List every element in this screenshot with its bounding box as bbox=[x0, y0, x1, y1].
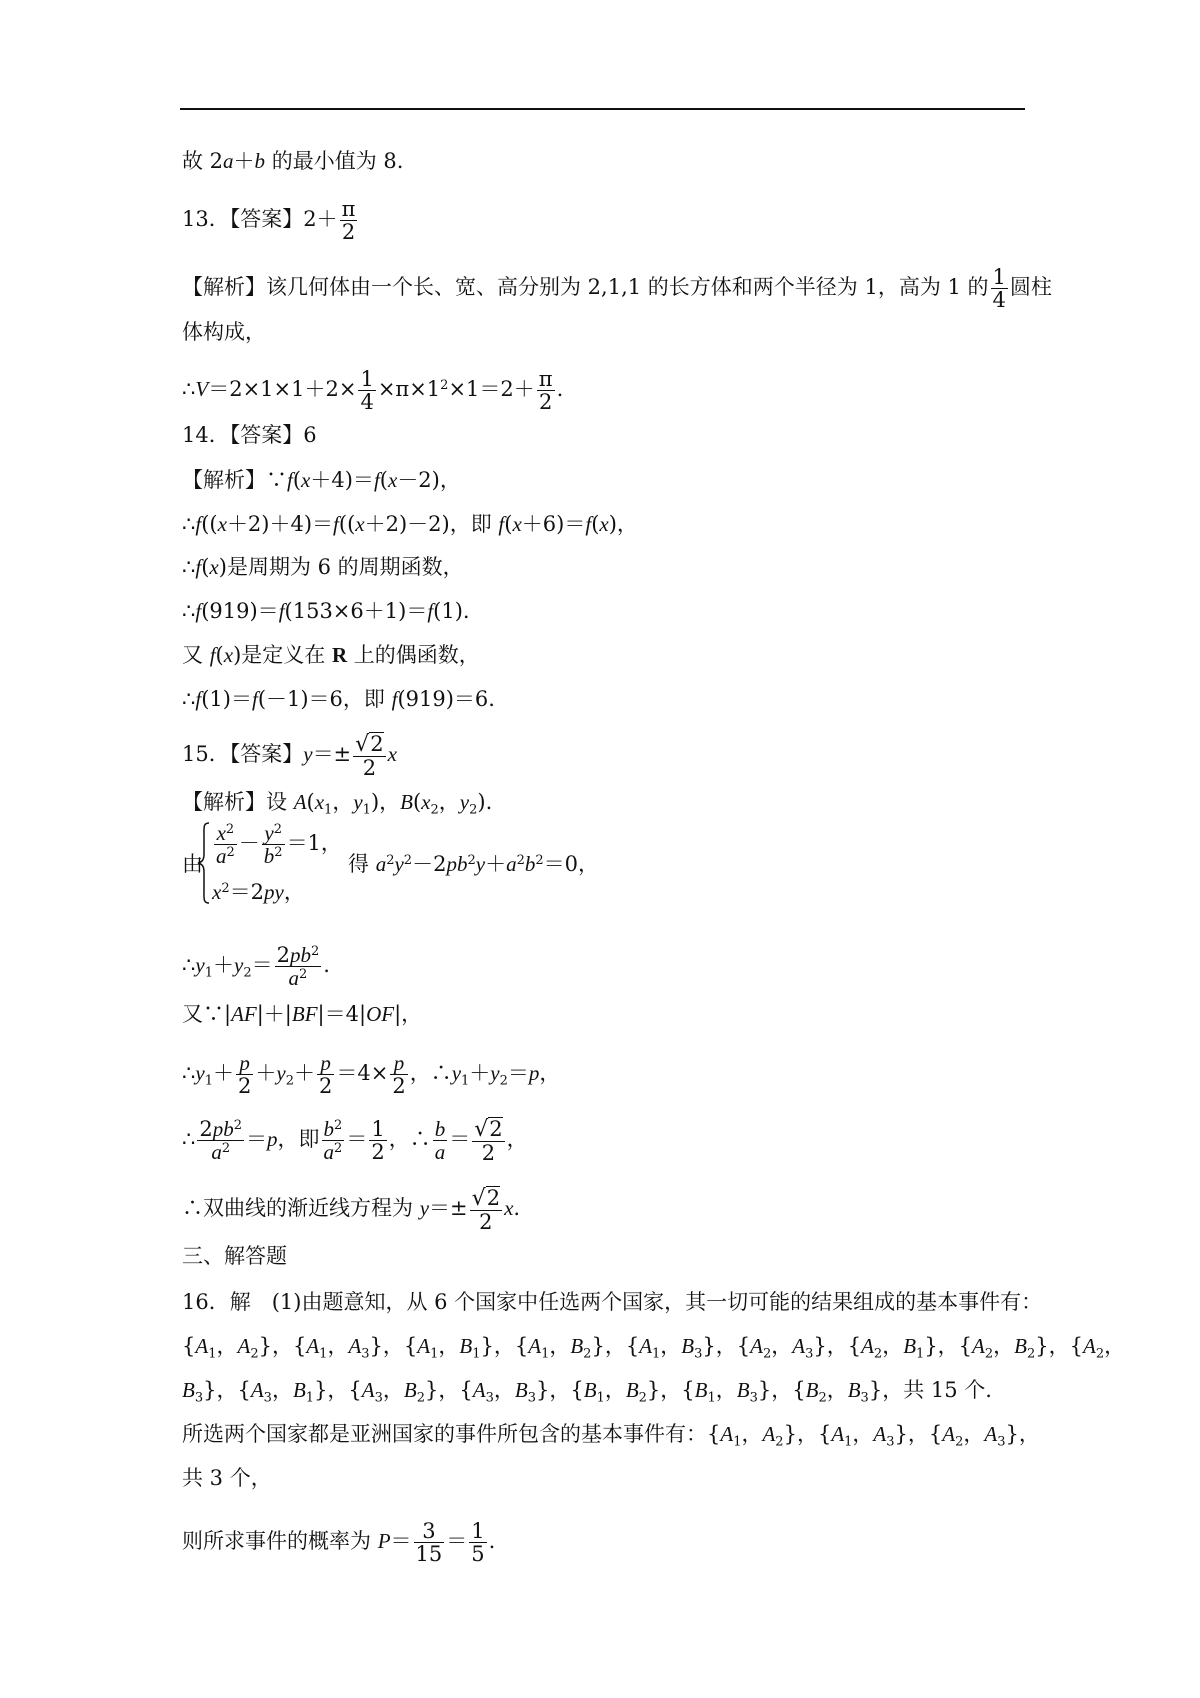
q15-answer: 15．【答案】y＝± $\frac{√2}{2}$ x bbox=[182, 732, 397, 781]
q15-sum: $\therefore y_1+y_2=$ $\frac{2pb^2}{a^2}$ . bbox=[182, 943, 330, 991]
q16-line5: 共 3 个， bbox=[182, 1466, 272, 1490]
section-3-title: 三、解答题 bbox=[182, 1244, 287, 1268]
q16-line2: {$A_1$，$A_2$}，{$A_1$，$A_3$}，{$A_1$，$B_1$}，{$A_1$，$B_2$}，{$A_1$，$B_3$}，{$A_2$，$A_3$}，{$A_2$，$B_1$}，{$A_2$，$B_2$}，{$A_2$， bbox=[182, 1334, 1126, 1362]
q16-line4: 所选两个国家都是亚洲国家的事件所包含的基本事件有：{$A_1$，$A_2$}，{$A_1$，$A_3$}，{$A_2$，$A_3$}， bbox=[182, 1422, 1040, 1450]
q14-line6: ∴f(1)＝f(－1)＝6，即 f(919)＝6. bbox=[182, 687, 495, 711]
q14-line1: 【解析】∵f(x＋4)＝f(x－2)， bbox=[182, 468, 461, 492]
q15-af: 又∵|AF|＋|BF|＝4|OF|， bbox=[182, 1002, 423, 1026]
q15-line1: 【解析】设 $A(x_1$，$y_1$)，$B(x_2$，$y_2$). bbox=[182, 790, 493, 818]
fraction-pi-over-2: $\frac{\pi}{2}$ bbox=[341, 197, 356, 245]
q13-answer: 13．【答案】2＋ $\frac{\pi}{2}$ bbox=[182, 197, 356, 245]
q16-line3: $B_3$}，{$A_3$，$B_1$}，{$A_3$，$B_2$}，{$A_3$，$B_3$}，{$B_1$，$B_2$}，{$B_1$，$B_3$}，{$B_2$，$B_3$}，共 15 个. bbox=[182, 1378, 992, 1406]
system-brace bbox=[197, 822, 211, 904]
fraction-sqrt2-over-2: $\frac{√2}{2}$ bbox=[355, 732, 384, 781]
q14-line3: ∴f(x)是周期为 6 的周期函数， bbox=[182, 555, 464, 579]
q13-explanation-cont: 体构成， bbox=[182, 320, 266, 344]
q16-probability: 则所求事件的概率为 P＝ $\frac{3}{15}$ ＝ $\frac{1}{5}$ . bbox=[182, 1519, 496, 1567]
q14-answer: 14．【答案】6 bbox=[182, 423, 317, 447]
q14-line5: 又 f(x)是定义在 R 上的偶函数， bbox=[182, 643, 480, 667]
q16-line1: 16．解 (1)由题意知，从 6 个国家中任选两个国家，其一切可能的结果组成的基本事件有： bbox=[182, 1290, 1043, 1314]
fraction-quarter: $\frac{1}{4}$ bbox=[992, 265, 1006, 313]
q13-explanation: 【解析】该几何体由一个长、宽、高分别为 2,1,1 的长方体和两个半径为 1，高为 1 的 $\frac{1}{4}$ 圆柱 bbox=[182, 265, 1052, 313]
q14-line4: ∴f(919)＝f(153×6＋1)＝f(1). bbox=[182, 599, 470, 623]
q14-line2: ∴f((x＋2)＋4)＝f((x＋2)－2)，即 f(x＋6)＝f(x)， bbox=[182, 512, 638, 536]
q15-conclusion: ∴双曲线的渐近线方程为 y＝± $\frac{√2}{2}$ x. bbox=[182, 1186, 521, 1235]
system-eq2: $x^2=2py$， bbox=[212, 880, 305, 904]
header-rule bbox=[180, 108, 1025, 110]
q15-ratio: ∴ $\frac{2pb^2}{a^2}$ ＝p，即 $\frac{b^2}{a^2}$ ＝ $\frac{1}{2}$ ，∴ $\frac{b}{a}$ ＝ $\frac{√2}{2}$ ， bbox=[182, 1117, 528, 1166]
q15-result-eq: 得 $a^2y^2-2pb^2y+a^2b^2=0$， bbox=[348, 852, 599, 876]
q15-you-label: 由 bbox=[182, 852, 203, 876]
q13-volume-formula: ∴V＝2×1×1＋2× $\frac{1}{4}$ $\times\pi\times 1^2\times 1=2+$ $\frac{\pi}{2}$ . bbox=[182, 367, 564, 415]
line-min-value: 故 2a＋b 的最小值为 8. bbox=[182, 149, 404, 173]
q15-focus-eq: $\therefore y_1+$ $\frac{p}{2}$ $+y_2+$ $\frac{p}{2}$ ＝4× $\frac{p}{2}$ ，$\therefore y_1+y_2=p$， bbox=[182, 1051, 561, 1099]
system-eq1: $\frac{x^2}{a^2}$ － $\frac{y^2}{b^2}$ ＝1， bbox=[216, 821, 342, 869]
